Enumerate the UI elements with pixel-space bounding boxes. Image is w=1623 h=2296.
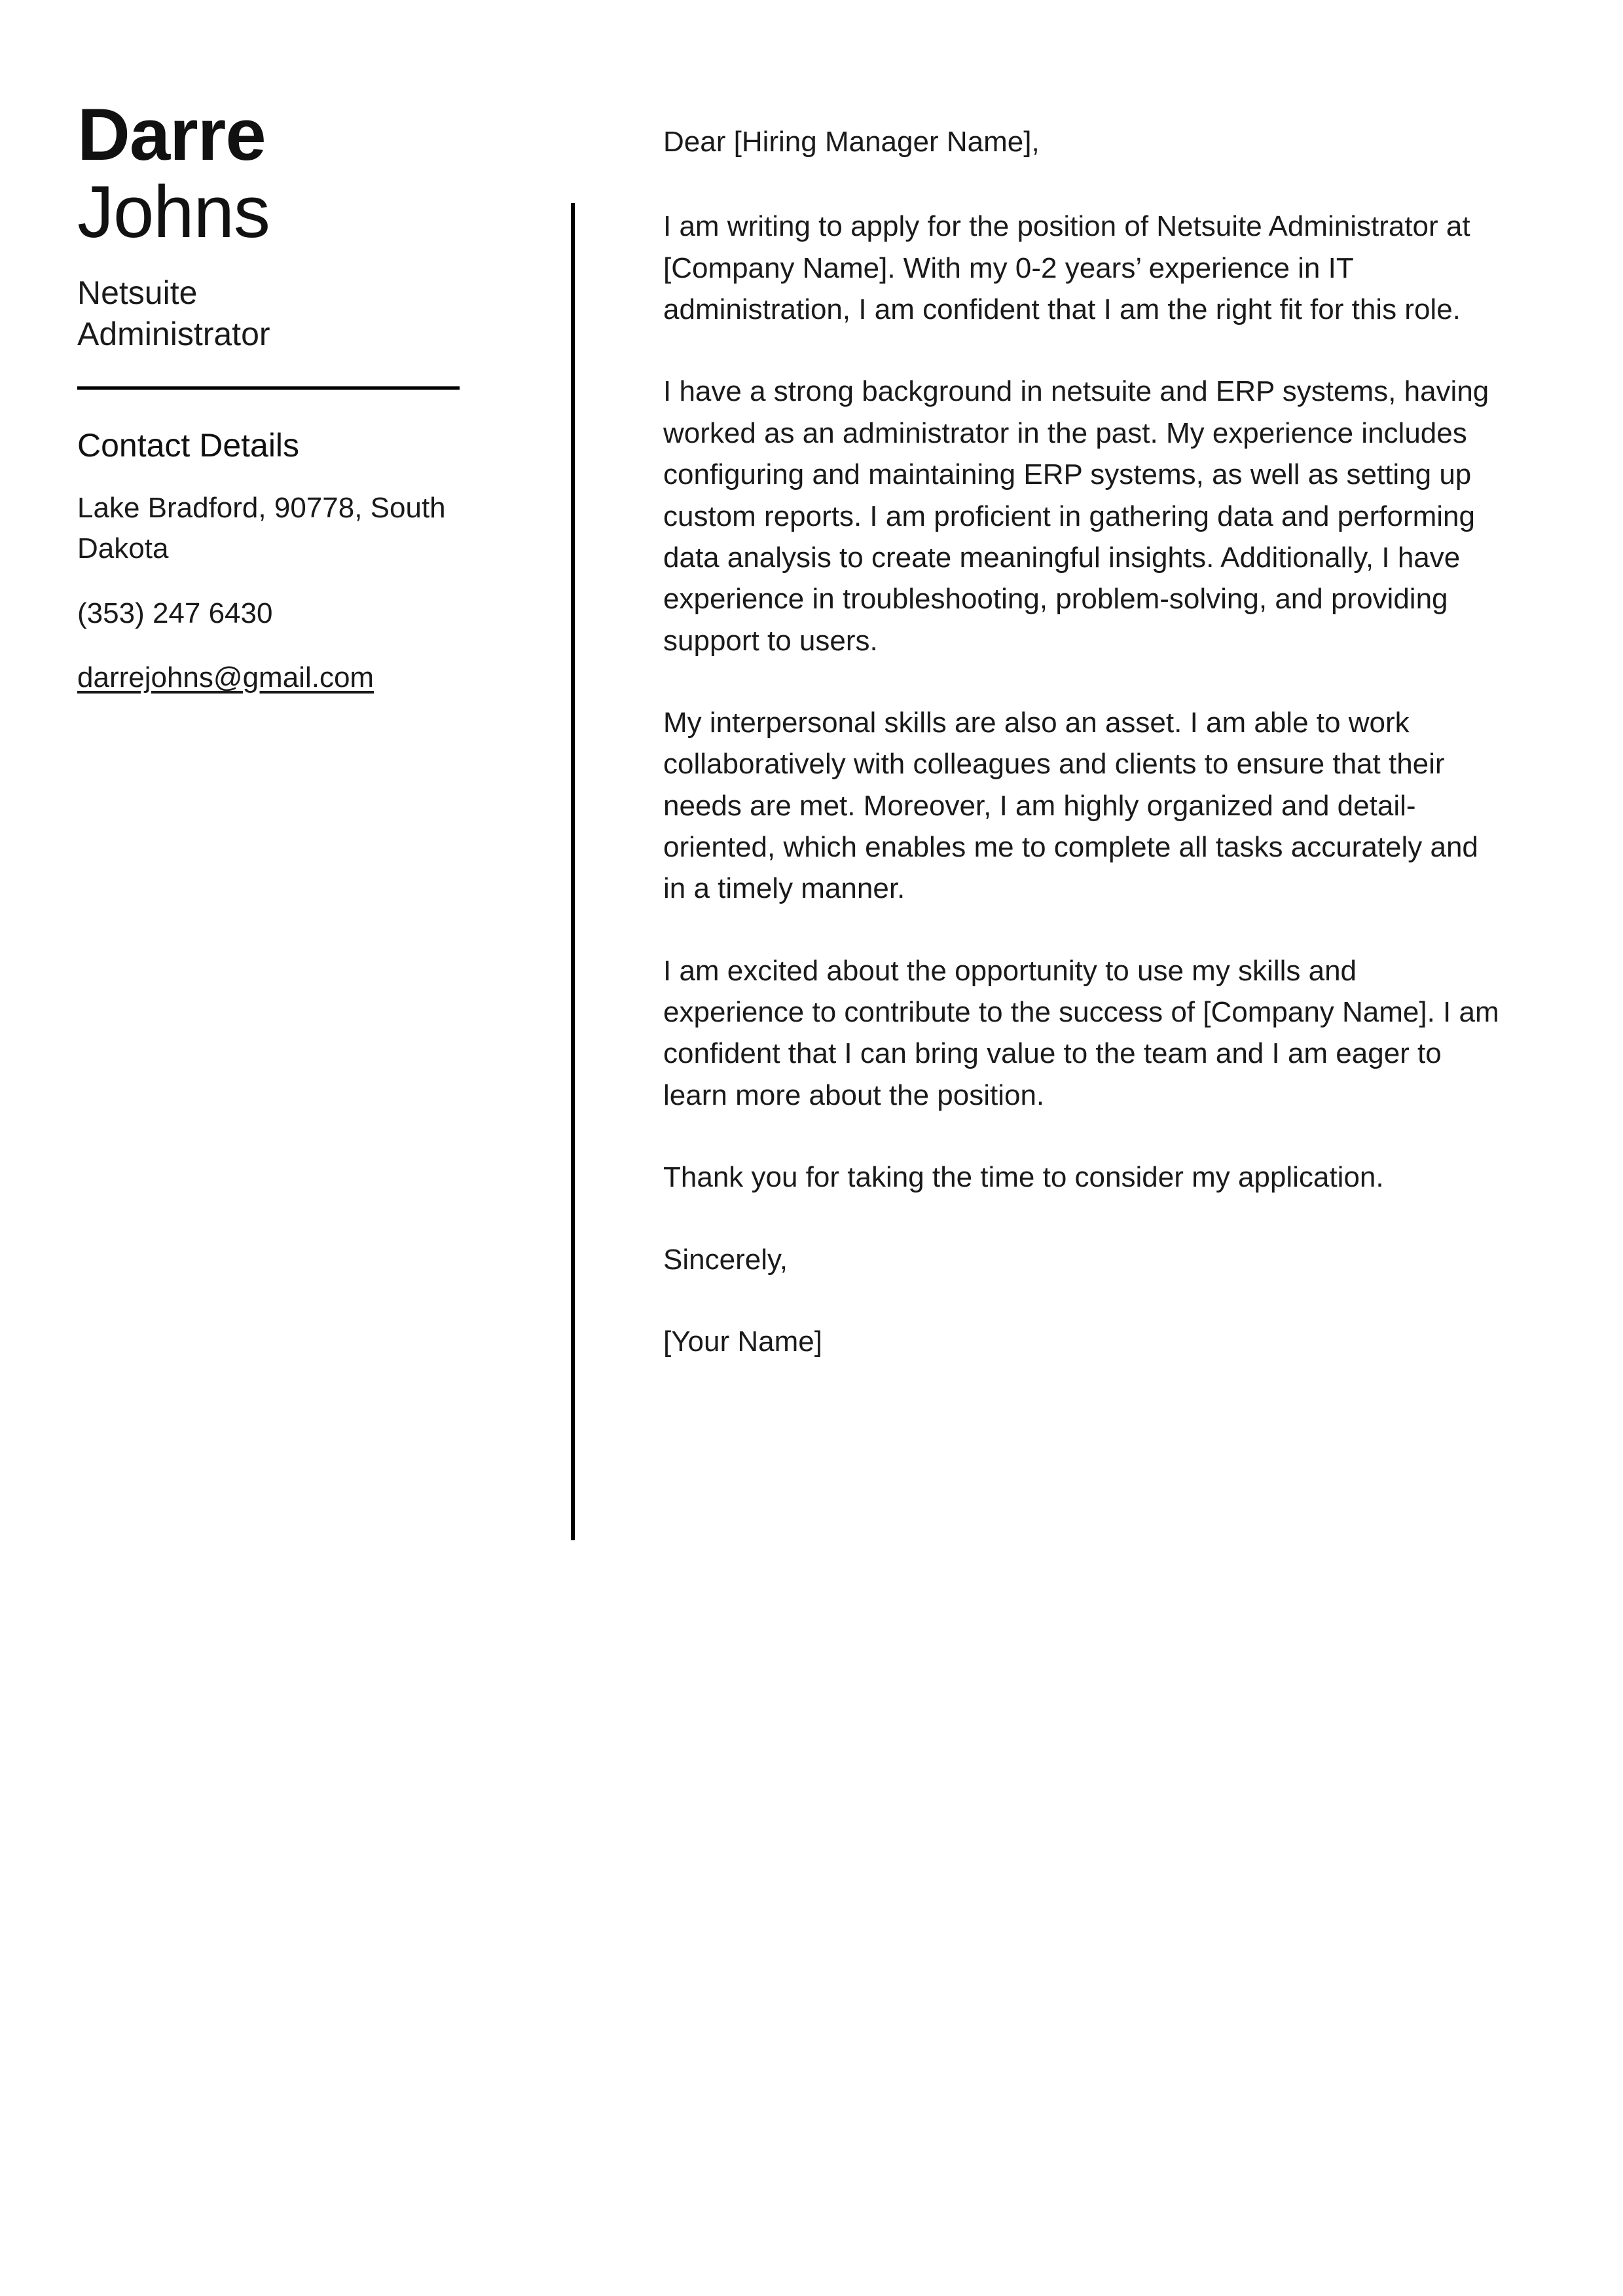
- applicant-name: [77, 94, 483, 253]
- contact-phone[interactable]: (353) 247 6430: [77, 597, 273, 629]
- letter-paragraph-4: I am excited about the opportunity to use my skills and experience to contribute to the success of [Company Name]. I am confident that I can bring value to the team and I am eager to learn more about the position.: [663, 954, 1499, 1111]
- sidebar: [77, 94, 483, 699]
- letter-paragraph-2: I have a strong background in netsuite and ERP systems, having worked as an administrator in the past. My experience includes configuring and maintaining ERP systems, as well as setting up custom reports. I am proficient in gathering data and performing data analysis to create meaningful insights. Additionally, I have experience in troubleshooting, problem-solving, and providing support to users.: [663, 375, 1489, 657]
- letter-body: [663, 121, 1500, 1362]
- contact-details-list: [77, 488, 483, 699]
- letter-signature-name: [Your Name]: [663, 1325, 822, 1358]
- contact-email[interactable]: darrejohns@gmail.com: [77, 661, 374, 694]
- letter-paragraph-1: I am writing to apply for the position of Netsuite Administrator at [Company Name]. With my 0-2 years’ experience in IT administration, I am confident that I am the right fit for this role.: [663, 210, 1470, 326]
- letter-salutation: Dear [Hiring Manager Name],: [663, 126, 1040, 158]
- contact-details-heading: Contact Details: [77, 427, 300, 464]
- applicant-last-name: Johns: [77, 171, 270, 253]
- sidebar-divider-rule: [77, 386, 460, 390]
- applicant-job-title: Netsuite Administrator: [77, 274, 270, 352]
- letter-sign-off: Sincerely,: [663, 1243, 788, 1276]
- applicant-first-name: Darre: [77, 94, 266, 176]
- contact-address: Lake Bradford, 90778, South Dakota: [77, 492, 446, 565]
- letter-thanks: Thank you for taking the time to consider my application.: [663, 1161, 1384, 1194]
- letter-paragraph-3: My interpersonal skills are also an asset. I am able to work collaboratively with colleagues and clients to ensure that their needs are met. Moreover, I am highly organized and detail-oriented, which enables me to complete all tasks accurately and in a timely manner.: [663, 706, 1478, 905]
- column-divider-rule: [571, 203, 575, 1540]
